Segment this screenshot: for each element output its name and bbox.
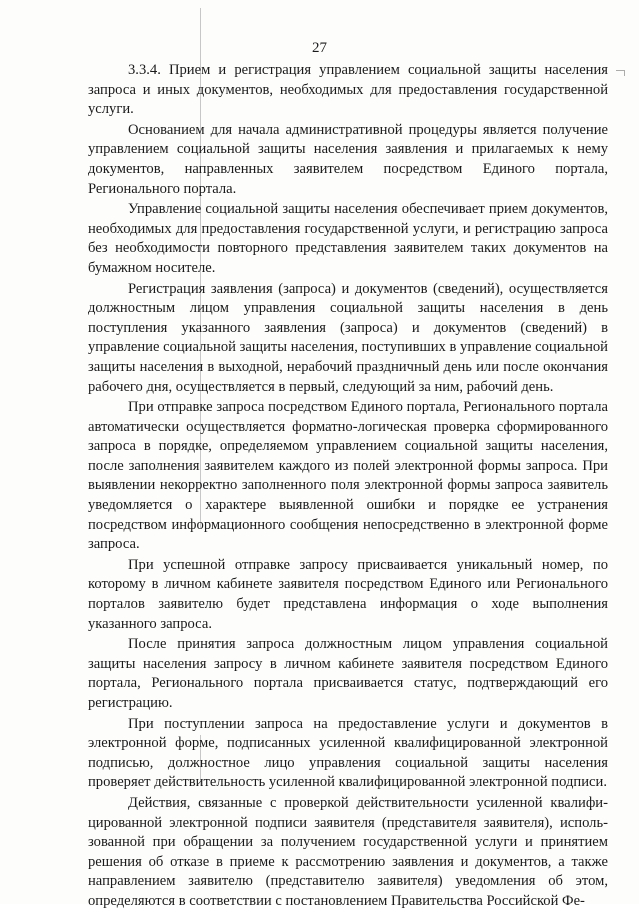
paragraph-1: 3.3.4. Прием и регистрация управлением социальной защиты населения запроса и иных документов, необходимых для предоставления государственной услуги. — [88, 62, 608, 118]
paragraph-2: Основанием для начала административной процедуры является получение управлением социальной защиты населения заявления и прилагаемых к нему документов, направленных заявителем посредством Единого портала, Регионального портала. — [88, 121, 608, 197]
paragraph-7: После принятия запроса должностным лицом управления социальной защиты населения запросу в личном кабинете заявителя посредством Единого портала, Регионального портала присваивается статус, подтверждающий его регистрацию. — [88, 636, 608, 711]
margin-mark — [616, 70, 625, 76]
paragraph-6: При успешной отправке запросу присваивается уникальный номер, по которому в личном кабинете заявителя посредством Единого или Регионального порталов заявителю будет представлена информация о ходе выполнения указанного запроса. — [88, 556, 608, 632]
page-number: 27 — [312, 40, 327, 56]
paragraph-5: При отправке запроса посредством Единого портала, Регионального портала автоматически осуществляется форматно-логическая проверка сформированного запроса в порядке, определяемом управлением социальной защиты населения, после заполнения заявителем каждого из полей электронной формы запроса. При выявлении некорректно заполненного поля электронной формы запроса заявитель уведомляется о характере выявленной ошибки и порядке ее устранения посредством информационного сообщения непосредственно в электронной форме запроса. — [88, 399, 608, 553]
paragraph-4: Регистрация заявления (запроса) и документов (сведений), осуществляется должностным лицом управления социальной защиты населения в день поступления указанного заявления (запроса) и документов (сведений) в управление социальной защиты населения, поступивших в управление социальной защиты населения в выходной, нерабочий праздничный день или после окончания рабочего дня, осуществляется в первый, следующий за ним, рабочий день. — [88, 280, 608, 395]
paragraph-3: Управление социальной защиты населения обеспечивает прием документов, необходимых для предоставления государственной услуги, и регистрацию запроса без необходимости повторного представления заявителем таких документов на бумажном носителе. — [88, 201, 608, 276]
document-body — [88, 61, 608, 912]
paragraph-9: Действия, связанные с проверкой действительности усиленной квалифицированной электронной подписи заявителя (представителя заявителя), использованной при обращении за получением государственной услуги и принятием решения об отказе в приеме к рассмотрению заявления и документов, а также направлением заявителю (представителю заявителя) уведомления об этом, определяются в соответствии с постановлением Правительства Российской Фе- — [88, 794, 608, 909]
paragraph-8: При поступлении запроса на предоставление услуги и документов в электронной форме, подписанных усиленной квалифицированной электронной подписью, должностное лицо управления социальной защиты населения проверяет действительность усиленной квалифицированной электронной подписи. — [88, 715, 608, 791]
